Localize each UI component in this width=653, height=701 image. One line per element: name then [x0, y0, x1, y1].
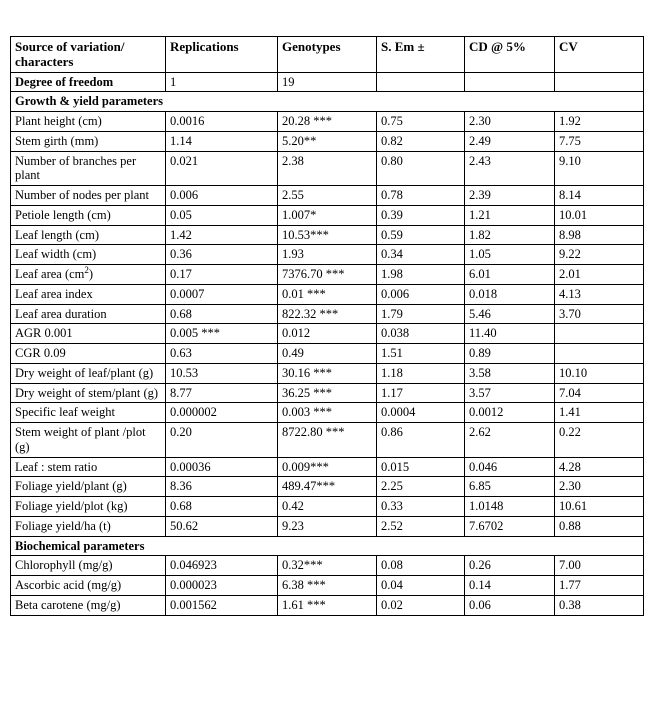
- cell-cd: 0.14: [465, 576, 555, 596]
- cell-cv: 0.88: [555, 516, 644, 536]
- cell-genotypes: 30.16 ***: [278, 363, 377, 383]
- cell-dof-cv: [555, 72, 644, 92]
- cell-character: Specific leaf weight: [11, 403, 166, 423]
- cell-genotypes: 6.38 ***: [278, 576, 377, 596]
- cell-sem: 0.80: [377, 151, 465, 186]
- cell-genotypes: 36.25 ***: [278, 383, 377, 403]
- cell-replications: 0.36: [166, 245, 278, 265]
- cell-character: Number of nodes per plant: [11, 186, 166, 206]
- cell-genotypes: 0.003 ***: [278, 403, 377, 423]
- cell-character: Dry weight of stem/plant (g): [11, 383, 166, 403]
- cell-sem: 0.04: [377, 576, 465, 596]
- cell-sem: 0.82: [377, 131, 465, 151]
- cell-replications: 1.14: [166, 131, 278, 151]
- cell-replications: 10.53: [166, 363, 278, 383]
- table-row: [11, 324, 644, 344]
- table-row: [11, 556, 644, 576]
- cell-degree-of-freedom-label: Degree of freedom: [11, 72, 166, 92]
- cell-cv: 9.22: [555, 245, 644, 265]
- table-row: [11, 477, 644, 497]
- cell-cd: 5.46: [465, 304, 555, 324]
- cell-genotypes: 0.012: [278, 324, 377, 344]
- cell-cv: 3.70: [555, 304, 644, 324]
- cell-replications: 0.006: [166, 186, 278, 206]
- cell-replications: 0.68: [166, 304, 278, 324]
- cell-cd: 7.6702: [465, 516, 555, 536]
- cell-character: Leaf area $(cm^2)$: [11, 265, 166, 285]
- cell-cv: [555, 324, 644, 344]
- table-row: [11, 516, 644, 536]
- cell-genotypes: 0.42: [278, 497, 377, 517]
- cell-sem: 0.59: [377, 225, 465, 245]
- cell-cv: 4.13: [555, 284, 644, 304]
- table-row: [11, 265, 644, 285]
- cell-character: Leaf area duration: [11, 304, 166, 324]
- cell-character: Petiole length (cm): [11, 205, 166, 225]
- cell-character: Ascorbic acid (mg/g): [11, 576, 166, 596]
- cell-cv: 8.14: [555, 186, 644, 206]
- cell-cd: 3.58: [465, 363, 555, 383]
- cell-character: CGR 0.09: [11, 344, 166, 364]
- cell-cv: 10.01: [555, 205, 644, 225]
- cell-cv: 10.10: [555, 363, 644, 383]
- cell-cd: 11.40: [465, 324, 555, 344]
- cell-sem: 0.75: [377, 112, 465, 132]
- cell-cd: 0.06: [465, 595, 555, 615]
- cell-genotypes: 20.28 ***: [278, 112, 377, 132]
- table-row-degree-of-freedom: [11, 72, 644, 92]
- cell-character: Number of branches per plant: [11, 151, 166, 186]
- cell-genotypes: 8722.80 ***: [278, 423, 377, 458]
- cell-genotypes: 0.009***: [278, 457, 377, 477]
- cell-cv: [555, 344, 644, 364]
- cell-replications: 0.63: [166, 344, 278, 364]
- table-row: [11, 245, 644, 265]
- table-row: [11, 131, 644, 151]
- cell-replications: 0.00036: [166, 457, 278, 477]
- cell-cv: 10.61: [555, 497, 644, 517]
- cell-cd: 1.05: [465, 245, 555, 265]
- cell-genotypes: 10.53***: [278, 225, 377, 245]
- cell-cd: 0.26: [465, 556, 555, 576]
- cell-character: Leaf width (cm): [11, 245, 166, 265]
- cell-genotypes: 2.55: [278, 186, 377, 206]
- cell-sem: 1.79: [377, 304, 465, 324]
- cell-dof-cd: [465, 72, 555, 92]
- cell-cd: 6.85: [465, 477, 555, 497]
- cell-cv: 1.41: [555, 403, 644, 423]
- cell-genotypes: 9.23: [278, 516, 377, 536]
- cell-sem: 0.02: [377, 595, 465, 615]
- cell-replications: 0.046923: [166, 556, 278, 576]
- cell-sem: 1.98: [377, 265, 465, 285]
- cell-replications: 0.0016: [166, 112, 278, 132]
- column-header-cv: CV: [555, 37, 644, 73]
- cell-replications: 8.36: [166, 477, 278, 497]
- cell-cv: 2.01: [555, 265, 644, 285]
- cell-genotypes: 0.01 ***: [278, 284, 377, 304]
- cell-cd: 1.21: [465, 205, 555, 225]
- cell-genotypes: 1.61 ***: [278, 595, 377, 615]
- cell-dof-genotypes: 19: [278, 72, 377, 92]
- cell-cv: 1.77: [555, 576, 644, 596]
- cell-cv: 0.38: [555, 595, 644, 615]
- cell-cd: 1.82: [465, 225, 555, 245]
- cell-cv: 1.92: [555, 112, 644, 132]
- table-row: [11, 576, 644, 596]
- cell-cd: 1.0148: [465, 497, 555, 517]
- cell-cd: 6.01: [465, 265, 555, 285]
- cell-sem: 0.78: [377, 186, 465, 206]
- cell-genotypes: 7376.70 ***: [278, 265, 377, 285]
- cell-genotypes: 1.007*: [278, 205, 377, 225]
- cell-sem: 0.34: [377, 245, 465, 265]
- table-row: [11, 186, 644, 206]
- table-section-header-row: [11, 536, 644, 556]
- cell-replications: 0.20: [166, 423, 278, 458]
- cell-genotypes: 2.38: [278, 151, 377, 186]
- superscript: 2: [84, 265, 89, 275]
- table-row: [11, 457, 644, 477]
- table-row: [11, 112, 644, 132]
- table-row: [11, 363, 644, 383]
- table-row: [11, 304, 644, 324]
- cell-replications: 0.000002: [166, 403, 278, 423]
- cell-cd: 2.30: [465, 112, 555, 132]
- cell-sem: 0.006: [377, 284, 465, 304]
- cell-sem: 0.038: [377, 324, 465, 344]
- cell-replications: 0.021: [166, 151, 278, 186]
- cell-replications: 8.77: [166, 383, 278, 403]
- cell-sem: 1.17: [377, 383, 465, 403]
- cell-genotypes: 1.93: [278, 245, 377, 265]
- table-row: [11, 225, 644, 245]
- cell-replications: 0.0007: [166, 284, 278, 304]
- cell-character: Stem weight of plant /plot (g): [11, 423, 166, 458]
- cell-replications: 1.42: [166, 225, 278, 245]
- cell-sem: 2.52: [377, 516, 465, 536]
- cell-replications: 0.000023: [166, 576, 278, 596]
- cell-character: Beta carotene (mg/g): [11, 595, 166, 615]
- cell-dof-sem: [377, 72, 465, 92]
- cell-cd: 0.018: [465, 284, 555, 304]
- cell-character: Plant height (cm): [11, 112, 166, 132]
- table-header-row: [11, 37, 644, 73]
- cell-replications: 0.005 ***: [166, 324, 278, 344]
- cell-character: Leaf length (cm): [11, 225, 166, 245]
- column-header-source-of-variation: Source of variation/ characters: [11, 37, 166, 73]
- cell-cd: 0.0012: [465, 403, 555, 423]
- cell-cd: 2.39: [465, 186, 555, 206]
- cell-cv: 7.75: [555, 131, 644, 151]
- cell-character: Leaf : stem ratio: [11, 457, 166, 477]
- table-body: [11, 72, 644, 615]
- cell-character: Dry weight of leaf/plant (g): [11, 363, 166, 383]
- cell-genotypes: 0.32***: [278, 556, 377, 576]
- cell-replications: 0.001562: [166, 595, 278, 615]
- cell-replications: 0.17: [166, 265, 278, 285]
- cell-cd: 2.49: [465, 131, 555, 151]
- table-row: [11, 205, 644, 225]
- cell-sem: 0.0004: [377, 403, 465, 423]
- table-row: [11, 423, 644, 458]
- cell-cv: 4.28: [555, 457, 644, 477]
- cell-dof-replications: 1: [166, 72, 278, 92]
- cell-genotypes: 5.20**: [278, 131, 377, 151]
- cell-character: Foliage yield/plot (kg): [11, 497, 166, 517]
- table-row: [11, 344, 644, 364]
- cell-sem: 1.51: [377, 344, 465, 364]
- cell-cd: 0.89: [465, 344, 555, 364]
- cell-sem: 2.25: [377, 477, 465, 497]
- cell-sem: 0.33: [377, 497, 465, 517]
- cell-sem: 0.39: [377, 205, 465, 225]
- column-header-genotypes: Genotypes: [278, 37, 377, 73]
- cell-cv: 0.22: [555, 423, 644, 458]
- column-header-sem: S. Em ±: [377, 37, 465, 73]
- cell-cd: 2.43: [465, 151, 555, 186]
- cell-character: Foliage yield/plant (g): [11, 477, 166, 497]
- cell-cv: 8.98: [555, 225, 644, 245]
- cell-cv: 7.00: [555, 556, 644, 576]
- column-header-replications: Replications: [166, 37, 278, 73]
- table-row: [11, 151, 644, 186]
- cell-replications: 50.62: [166, 516, 278, 536]
- section-title: Growth & yield parameters: [11, 92, 644, 112]
- cell-replications: 0.05: [166, 205, 278, 225]
- cell-sem: 0.86: [377, 423, 465, 458]
- cell-character: Foliage yield/ha (t): [11, 516, 166, 536]
- cell-character: Chlorophyll (mg/g): [11, 556, 166, 576]
- cell-cd: 3.57: [465, 383, 555, 403]
- table-row: [11, 595, 644, 615]
- cell-cv: 9.10: [555, 151, 644, 186]
- cell-replications: 0.68: [166, 497, 278, 517]
- cell-cv: 2.30: [555, 477, 644, 497]
- cell-cd: 2.62: [465, 423, 555, 458]
- cell-character: Leaf area index: [11, 284, 166, 304]
- cell-sem: 0.015: [377, 457, 465, 477]
- cell-character: AGR 0.001: [11, 324, 166, 344]
- cell-cd: 0.046: [465, 457, 555, 477]
- cell-genotypes: 822.32 ***: [278, 304, 377, 324]
- table-row: [11, 497, 644, 517]
- anova-table: [10, 36, 644, 616]
- table-row: [11, 284, 644, 304]
- cell-sem: 1.18: [377, 363, 465, 383]
- cell-sem: 0.08: [377, 556, 465, 576]
- cell-character: Stem girth (mm): [11, 131, 166, 151]
- table-header: [11, 37, 644, 73]
- table-section-header-row: [11, 92, 644, 112]
- section-title: Biochemical parameters: [11, 536, 644, 556]
- cell-cv: 7.04: [555, 383, 644, 403]
- table-row: [11, 403, 644, 423]
- column-header-cd: CD @ 5%: [465, 37, 555, 73]
- cell-genotypes: 0.49: [278, 344, 377, 364]
- cell-genotypes: 489.47***: [278, 477, 377, 497]
- table-row: [11, 383, 644, 403]
